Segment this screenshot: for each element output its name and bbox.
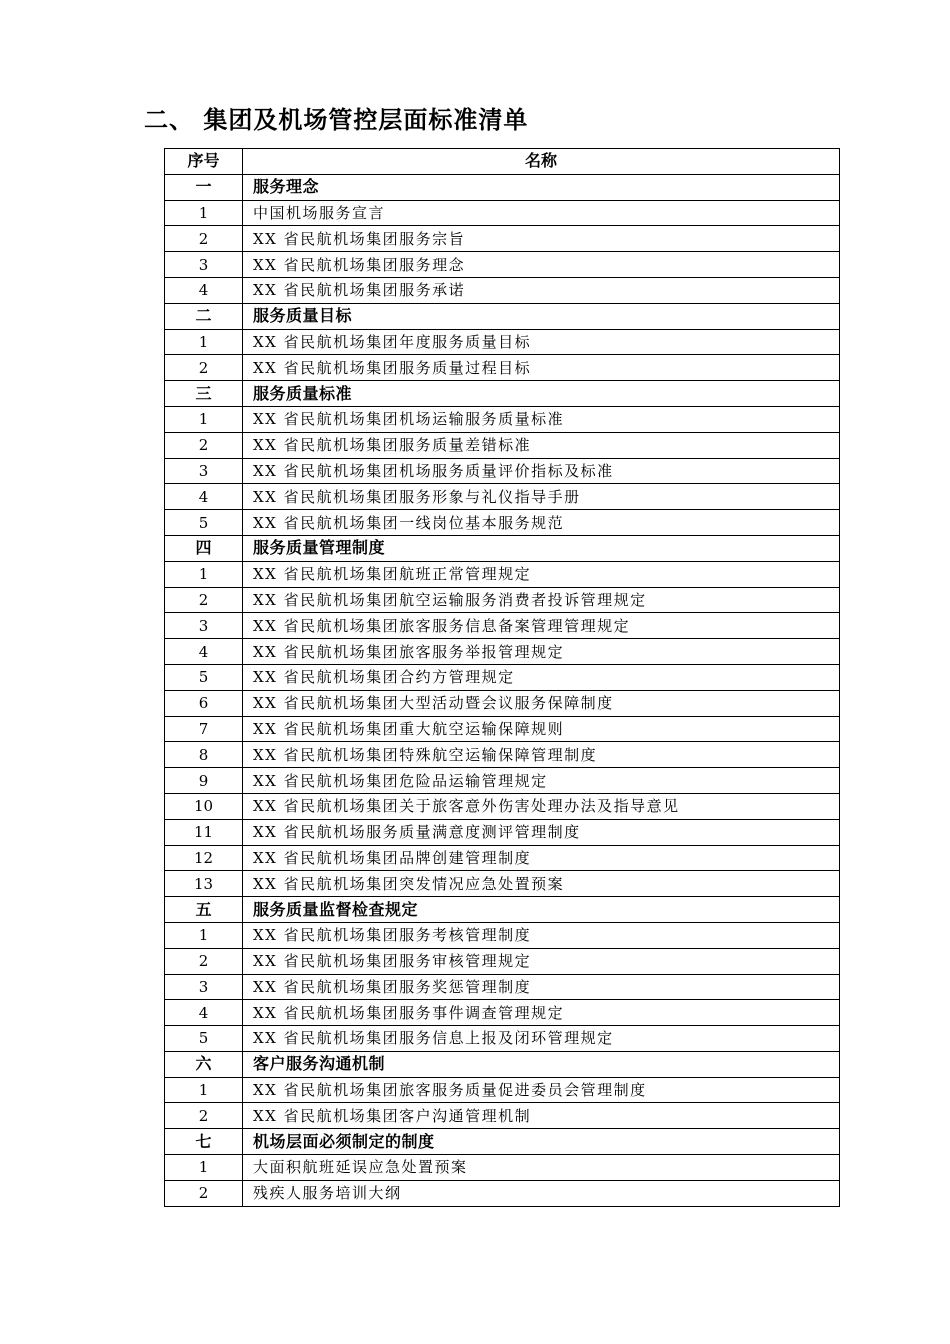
item-name: XX 省民航机场集团旅客服务质量促进委员会管理制度 (243, 1077, 840, 1103)
item-name: XX 省民航机场集团服务事件调查管理规定 (243, 1000, 840, 1026)
section-row (165, 174, 840, 200)
item-name: XX 省民航机场集团大型活动暨会议服务保障制度 (243, 690, 840, 716)
item-number: 12 (165, 845, 243, 871)
section-name: 机场层面必须制定的制度 (243, 1129, 840, 1155)
table-row (165, 484, 840, 510)
table-row (165, 1026, 840, 1052)
table-row (165, 458, 840, 484)
section-row (165, 1129, 840, 1155)
item-number: 2 (165, 355, 243, 381)
item-name: XX 省民航机场集团一线岗位基本服务规范 (243, 510, 840, 536)
item-number: 2 (165, 432, 243, 458)
table-row (165, 793, 840, 819)
item-number: 10 (165, 793, 243, 819)
item-name: XX 省民航机场集团服务形象与礼仪指导手册 (243, 484, 840, 510)
table-row (165, 768, 840, 794)
table-row (165, 329, 840, 355)
item-number: 1 (165, 561, 243, 587)
table-row (165, 561, 840, 587)
table-row (165, 819, 840, 845)
section-name: 服务质量监督检查规定 (243, 897, 840, 923)
item-name: XX 省民航机场集团重大航空运输保障规则 (243, 716, 840, 742)
item-number: 1 (165, 329, 243, 355)
item-number: 6 (165, 690, 243, 716)
item-name: XX 省民航机场集团服务质量差错标准 (243, 432, 840, 458)
section-row (165, 897, 840, 923)
item-number: 5 (165, 1026, 243, 1052)
item-number: 2 (165, 587, 243, 613)
section-row (165, 535, 840, 561)
item-name: XX 省民航机场集团机场服务质量评价指标及标准 (243, 458, 840, 484)
table-row (165, 664, 840, 690)
table-row (165, 1077, 840, 1103)
item-number: 8 (165, 742, 243, 768)
item-number: 1 (165, 1155, 243, 1181)
standards-table (164, 148, 840, 1207)
item-number: 4 (165, 277, 243, 303)
table-row (165, 716, 840, 742)
item-number: 3 (165, 252, 243, 278)
item-name: XX 省民航机场集团合约方管理规定 (243, 664, 840, 690)
item-name: XX 省民航机场集团年度服务质量目标 (243, 329, 840, 355)
section-number: 一 (165, 174, 243, 200)
item-name: XX 省民航机场集团服务理念 (243, 252, 840, 278)
table-header-row (165, 149, 840, 175)
item-name: 残疾人服务培训大纲 (243, 1180, 840, 1206)
item-number: 2 (165, 1103, 243, 1129)
table-body (165, 174, 840, 1206)
table-row (165, 510, 840, 536)
section-name: 客户服务沟通机制 (243, 1051, 840, 1077)
item-name: XX 省民航机场集团关于旅客意外伤害处理办法及指导意见 (243, 793, 840, 819)
item-number: 2 (165, 948, 243, 974)
header-name: 名称 (243, 149, 840, 175)
item-name: XX 省民航机场集团服务宗旨 (243, 226, 840, 252)
table-row (165, 226, 840, 252)
item-name: 中国机场服务宣言 (243, 200, 840, 226)
table-row (165, 1180, 840, 1206)
section-name: 服务质量标准 (243, 381, 840, 407)
item-name: 大面积航班延误应急处置预案 (243, 1155, 840, 1181)
section-row (165, 381, 840, 407)
table-row (165, 948, 840, 974)
table-row (165, 974, 840, 1000)
item-name: XX 省民航机场集团品牌创建管理制度 (243, 845, 840, 871)
item-number: 11 (165, 819, 243, 845)
table-row (165, 252, 840, 278)
item-number: 7 (165, 716, 243, 742)
table-row (165, 277, 840, 303)
item-number: 1 (165, 200, 243, 226)
item-name: XX 省民航机场集团客户沟通管理机制 (243, 1103, 840, 1129)
item-number: 1 (165, 922, 243, 948)
table-row (165, 639, 840, 665)
item-number: 13 (165, 871, 243, 897)
item-number: 4 (165, 639, 243, 665)
item-name: XX 省民航机场集团服务质量过程目标 (243, 355, 840, 381)
item-number: 3 (165, 974, 243, 1000)
table-row (165, 432, 840, 458)
table-row (165, 1000, 840, 1026)
item-number: 5 (165, 510, 243, 536)
table-row (165, 355, 840, 381)
table-row (165, 690, 840, 716)
table-row (165, 613, 840, 639)
section-name: 服务理念 (243, 174, 840, 200)
item-name: XX 省民航机场集团服务奖惩管理制度 (243, 974, 840, 1000)
header-serial-number: 序号 (165, 149, 243, 175)
item-number: 2 (165, 226, 243, 252)
item-number: 1 (165, 406, 243, 432)
item-name: XX 省民航机场集团特殊航空运输保障管理制度 (243, 742, 840, 768)
item-number: 4 (165, 484, 243, 510)
item-name: XX 省民航机场服务质量满意度测评管理制度 (243, 819, 840, 845)
table-row (165, 742, 840, 768)
item-name: XX 省民航机场集团服务考核管理制度 (243, 922, 840, 948)
section-number: 七 (165, 1129, 243, 1155)
section-number: 五 (165, 897, 243, 923)
item-name: XX 省民航机场集团航空运输服务消费者投诉管理规定 (243, 587, 840, 613)
item-name: XX 省民航机场集团服务审核管理规定 (243, 948, 840, 974)
table-row (165, 871, 840, 897)
section-number: 四 (165, 535, 243, 561)
item-number: 9 (165, 768, 243, 794)
item-number: 3 (165, 458, 243, 484)
section-row (165, 303, 840, 329)
section-number: 二 (165, 303, 243, 329)
table-row (165, 200, 840, 226)
item-name: XX 省民航机场集团突发情况应急处置预案 (243, 871, 840, 897)
table-row (165, 1103, 840, 1129)
section-number: 三 (165, 381, 243, 407)
section-row (165, 1051, 840, 1077)
section-number: 六 (165, 1051, 243, 1077)
section-name: 服务质量目标 (243, 303, 840, 329)
item-name: XX 省民航机场集团旅客服务举报管理规定 (243, 639, 840, 665)
item-number: 1 (165, 1077, 243, 1103)
page-title: 二、 集团及机场管控层面标准清单 (144, 106, 529, 134)
table-row (165, 845, 840, 871)
item-name: XX 省民航机场集团服务承诺 (243, 277, 840, 303)
table-row (165, 587, 840, 613)
table-row (165, 922, 840, 948)
item-name: XX 省民航机场集团机场运输服务质量标准 (243, 406, 840, 432)
table-row (165, 1155, 840, 1181)
item-number: 3 (165, 613, 243, 639)
item-name: XX 省民航机场集团危险品运输管理规定 (243, 768, 840, 794)
section-name: 服务质量管理制度 (243, 535, 840, 561)
item-number: 5 (165, 664, 243, 690)
item-name: XX 省民航机场集团航班正常管理规定 (243, 561, 840, 587)
item-name: XX 省民航机场集团旅客服务信息备案管理管理规定 (243, 613, 840, 639)
item-number: 4 (165, 1000, 243, 1026)
table-row (165, 406, 840, 432)
item-name: XX 省民航机场集团服务信息上报及闭环管理规定 (243, 1026, 840, 1052)
item-number: 2 (165, 1180, 243, 1206)
